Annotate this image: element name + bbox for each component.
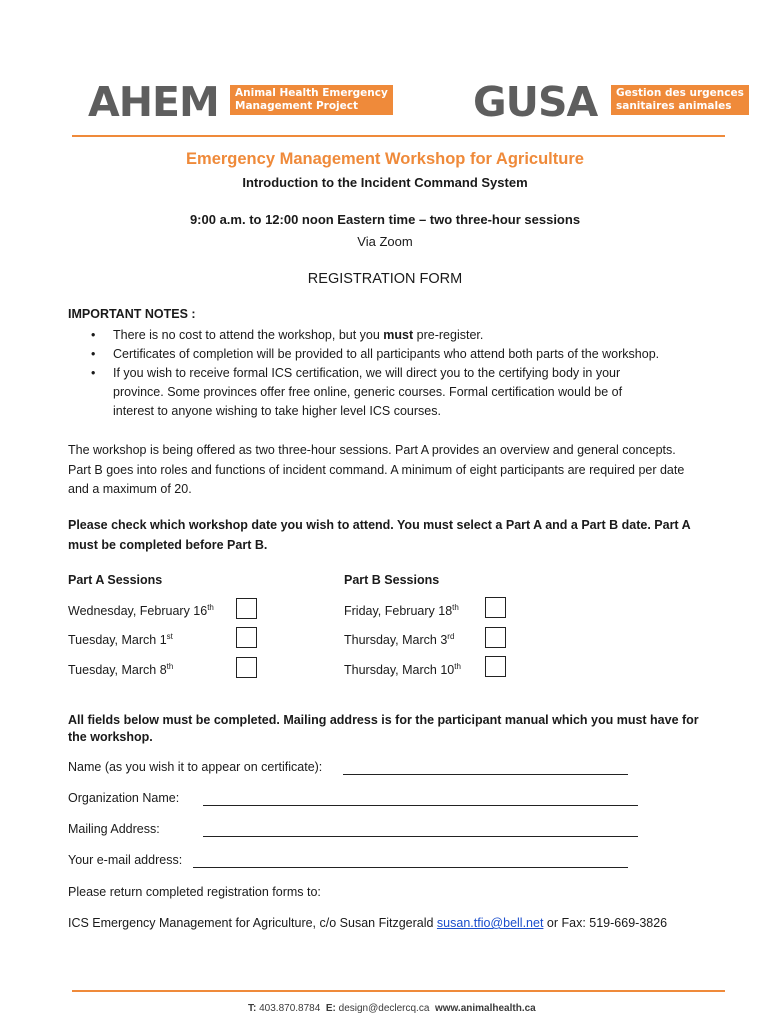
part-a-session-2-checkbox[interactable] xyxy=(236,627,257,648)
contact-line xyxy=(68,916,667,930)
gusa-logo-box xyxy=(611,85,749,115)
description-paragraph: The workshop is being offered as two three-hour sessions. Part A provides an overview and general concepts. Part B goes into roles and functions of incident command. A minimum of eight participants are required per date and a maximum of 20. xyxy=(68,443,685,496)
organization-field[interactable] xyxy=(203,805,638,806)
email-label: Your e-mail address: xyxy=(68,853,183,867)
part-b-session-2 xyxy=(344,632,454,647)
part-a-session-2 xyxy=(68,632,173,647)
ahem-logo-word: AHEM xyxy=(88,78,219,126)
organization-label: Organization Name: xyxy=(68,791,180,805)
mailing-address-label: Mailing Address: xyxy=(68,822,160,836)
session-label: Thursday, March 10 xyxy=(344,663,455,678)
part-b-session-1-checkbox[interactable] xyxy=(485,597,506,618)
bullet-icon: • xyxy=(91,366,96,380)
contact-email-link[interactable]: susan.tfio@bell.net xyxy=(436,916,544,930)
part-a-session-3-checkbox[interactable] xyxy=(236,657,257,678)
part-a-heading: Part A Sessions xyxy=(68,573,163,587)
gusa-logo-word: GUSA xyxy=(473,78,598,126)
part-a-session-1-checkbox[interactable] xyxy=(236,598,257,619)
via-zoom: Via Zoom xyxy=(357,234,413,249)
note-text: If you wish to receive formal ICS certification, we will direct you to the certifying body in your province. Some provinces offer free online, generic courses. Formal certification would be of interest to anyone wishing to take higher level ICS courses. xyxy=(113,366,623,418)
page-title: Emergency Management Workshop for Agriculture xyxy=(186,150,584,168)
gusa-box-line-1: Gestion des urgences xyxy=(616,87,744,99)
session-label: Wednesday, February 16 xyxy=(68,604,208,619)
part-b-session-1 xyxy=(344,603,459,618)
part-b-session-3 xyxy=(344,662,461,677)
note-item xyxy=(68,326,708,345)
gusa-box-line-2: sanitaires animales xyxy=(616,100,732,112)
ahem-box-line-2: Management Project xyxy=(235,100,358,112)
bullet-icon: • xyxy=(91,347,96,361)
note-text: There is no cost to attend the workshop, but you xyxy=(113,328,384,342)
email-field[interactable] xyxy=(193,867,628,868)
footer-email: design@declercq.ca xyxy=(338,1003,430,1014)
session-label: Thursday, March 3 xyxy=(344,633,448,648)
note-text: pre-register. xyxy=(413,328,484,342)
part-a-session-3 xyxy=(68,662,173,677)
session-label: Friday, February 18 xyxy=(344,604,453,619)
form-heading: REGISTRATION FORM xyxy=(307,271,463,287)
fields-note: All fields below must be completed. Mailing address is for the participant manual which you must have for the workshop. xyxy=(68,713,699,744)
header-rule xyxy=(72,135,725,137)
page-subtitle: Introduction to the Incident Command System xyxy=(242,175,528,190)
footer-email-label: E: xyxy=(325,1003,336,1014)
ordinal-suffix: th xyxy=(452,603,459,612)
ahem-box-line-1: Animal Health Emergency xyxy=(235,87,388,99)
ahem-logo-box xyxy=(230,85,393,115)
session-label: Tuesday, March 8 xyxy=(68,663,167,678)
part-b-session-3-checkbox[interactable] xyxy=(485,656,506,677)
ordinal-suffix: th xyxy=(207,603,214,612)
footer-contact xyxy=(248,1003,536,1014)
contact-text: ICS Emergency Management for Agriculture, c/o Susan Fitzgerald xyxy=(68,916,437,930)
part-a-session-1 xyxy=(68,603,214,618)
ordinal-suffix: th xyxy=(166,662,174,671)
ordinal-suffix: th xyxy=(454,662,461,671)
session-label: Tuesday, March 1 xyxy=(68,633,167,648)
name-field[interactable] xyxy=(343,774,628,775)
note-emphasis: must xyxy=(383,328,414,342)
ordinal-suffix: rd xyxy=(447,632,455,641)
footer-website: www.animalhealth.ca xyxy=(434,1003,536,1014)
part-b-session-2-checkbox[interactable] xyxy=(485,627,506,648)
name-label: Name (as you wish it to appear on certificate): xyxy=(68,760,323,774)
footer-phone: 403.870.8784 xyxy=(259,1003,321,1014)
bullet-icon: • xyxy=(91,328,96,342)
note-item xyxy=(68,345,708,364)
note-item xyxy=(68,364,708,421)
ordinal-suffix: st xyxy=(166,632,173,641)
return-note: Please return completed registration forms to: xyxy=(68,885,321,899)
time-line: 9:00 a.m. to 12:00 noon Eastern time – two three-hour sessions xyxy=(189,212,581,227)
notes-list xyxy=(68,326,708,421)
instruction-paragraph: Please check which workshop date you wish to attend. You must select a Part A and a Part B date. Part A must be completed before Part B. xyxy=(68,518,691,552)
mailing-address-field[interactable] xyxy=(203,836,638,837)
notes-heading: IMPORTANT NOTES : xyxy=(68,307,196,321)
footer-phone-label: T: xyxy=(248,1003,257,1014)
contact-fax: or Fax: 519-669-3826 xyxy=(543,916,668,930)
note-text: Certificates of completion will be provided to all participants who attend both parts of the workshop. xyxy=(113,347,660,361)
footer-rule xyxy=(72,990,725,992)
part-b-heading: Part B Sessions xyxy=(344,573,440,587)
